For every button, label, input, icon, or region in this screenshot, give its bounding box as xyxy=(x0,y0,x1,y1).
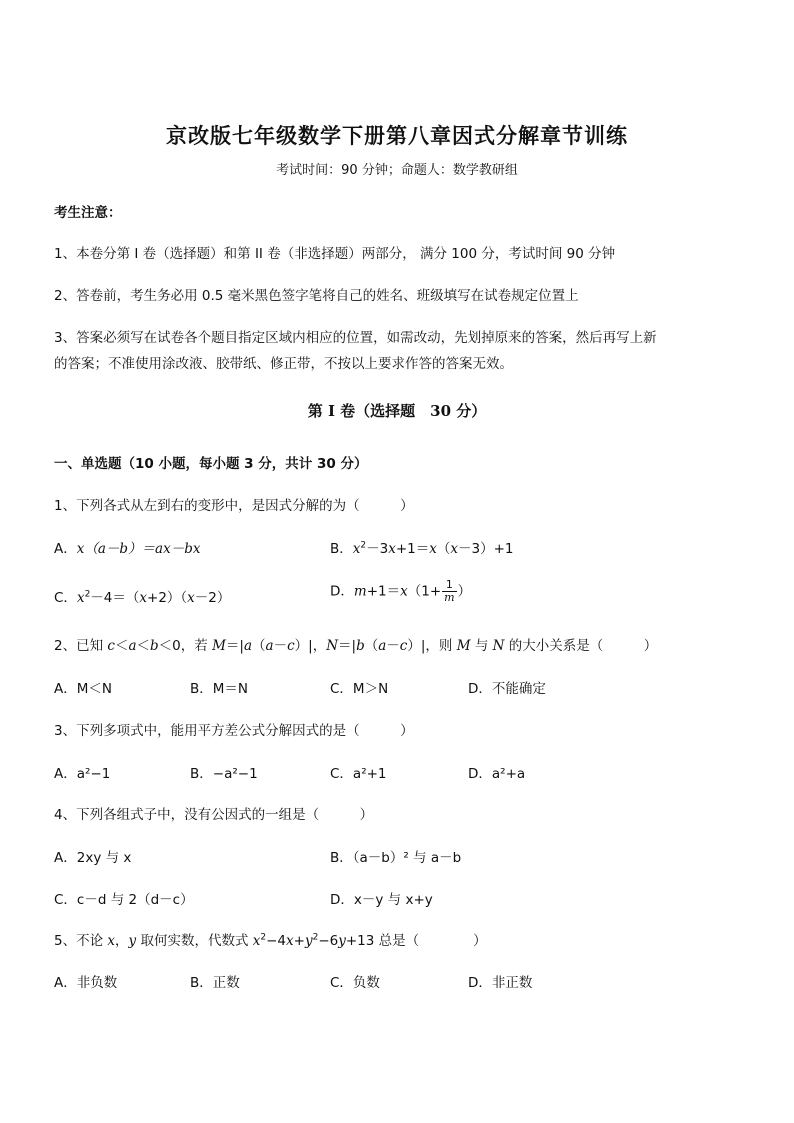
section-title: 第 I 卷（选择题 30 分） xyxy=(307,402,487,420)
q5-stem: 5、不论 x，y 取何实数，代数式 $x^2-4x+y^2-6y+13$ 总是（ ） xyxy=(54,932,487,949)
q2-stem: 2、已知 c＜a＜b＜0，若 M＝|a（a－c）|，N＝|b（a－c）|，则 M 与 N 的大小关系是（ ） xyxy=(54,638,658,654)
q4-option-b: B．（a－b）² 与 a－b xyxy=(330,850,462,866)
q3-option-c: C．a²+1 xyxy=(330,766,387,782)
notice-item-3: 3、答案必须写在试卷各个题目指定区域内相应的位置，如需改动，先划掉原来的答案，然后再写上新 xyxy=(54,330,657,346)
q2-option-b: B．M＝N xyxy=(190,681,249,697)
q3-option-b: B．−a²−1 xyxy=(190,766,258,782)
q1-option-b: B．$x^2-3x+1=x(x-3)+1$ xyxy=(330,540,514,557)
q4-option-c: C．c－d 与 2（d－c） xyxy=(54,892,194,908)
q2-option-a: A．M＜N xyxy=(54,681,112,697)
notice-heading: 考生注意： xyxy=(54,205,122,221)
fraction-1-over-m: $\frac{1}{m}$ xyxy=(444,578,455,604)
q4-stem: 4、下列各组式子中，没有公因式的一组是（ ） xyxy=(54,807,374,823)
q3-option-d: D．a²+a xyxy=(468,766,526,782)
q5-option-a: A．非负数 xyxy=(54,975,118,991)
q3-stem: 3、下列多项式中，能用平方差公式分解因式的是（ ） xyxy=(54,723,414,739)
q4-option-a: A．2xy 与 x xyxy=(54,850,132,866)
q3-option-a: A．a²−1 xyxy=(54,766,111,782)
q1-option-c: C．$x^2-4=(x+2)(x-2)$ xyxy=(54,589,231,606)
q5-option-b: B．正数 xyxy=(190,975,240,991)
q1-option-a: A．x（a－b）＝ax－bx xyxy=(54,541,201,557)
q2-option-c: C．M＞N xyxy=(330,681,389,697)
q1-stem: 1、下列各式从左到右的变形中，是因式分解的为（ ） xyxy=(54,498,414,514)
page-title: 京改版七年级数学下册第八章因式分解章节训练 xyxy=(166,123,628,148)
q1-option-d: D．m+1＝x（1+ $\frac{1}{m}$ ） xyxy=(330,578,472,604)
q5-option-c: C．负数 xyxy=(330,975,380,991)
notice-item-3-cont: 的答案；不准使用涂改液、胶带纸、修正带，不按以上要求作答的答案无效。 xyxy=(54,356,513,372)
q4-option-d: D．x－y 与 x+y xyxy=(330,892,433,908)
exam-info: 考试时间：90 分钟；命题人：数学教研组 xyxy=(276,163,518,178)
notice-item-2: 2、答卷前，考生务必用 0.5 毫米黑色签字笔将自己的姓名、班级填写在试卷规定位置上 xyxy=(54,288,579,304)
q5-option-d: D．非正数 xyxy=(468,975,533,991)
q2-option-d: D．不能确定 xyxy=(468,681,546,697)
notice-item-1: 1、本卷分第 I 卷（选择题）和第 II 卷（非选择题）两部分， 满分 100 分，考试时间 90 分钟 xyxy=(54,246,616,262)
section-heading: 一、单选题（10 小题，每小题 3 分，共计 30 分） xyxy=(54,456,368,472)
